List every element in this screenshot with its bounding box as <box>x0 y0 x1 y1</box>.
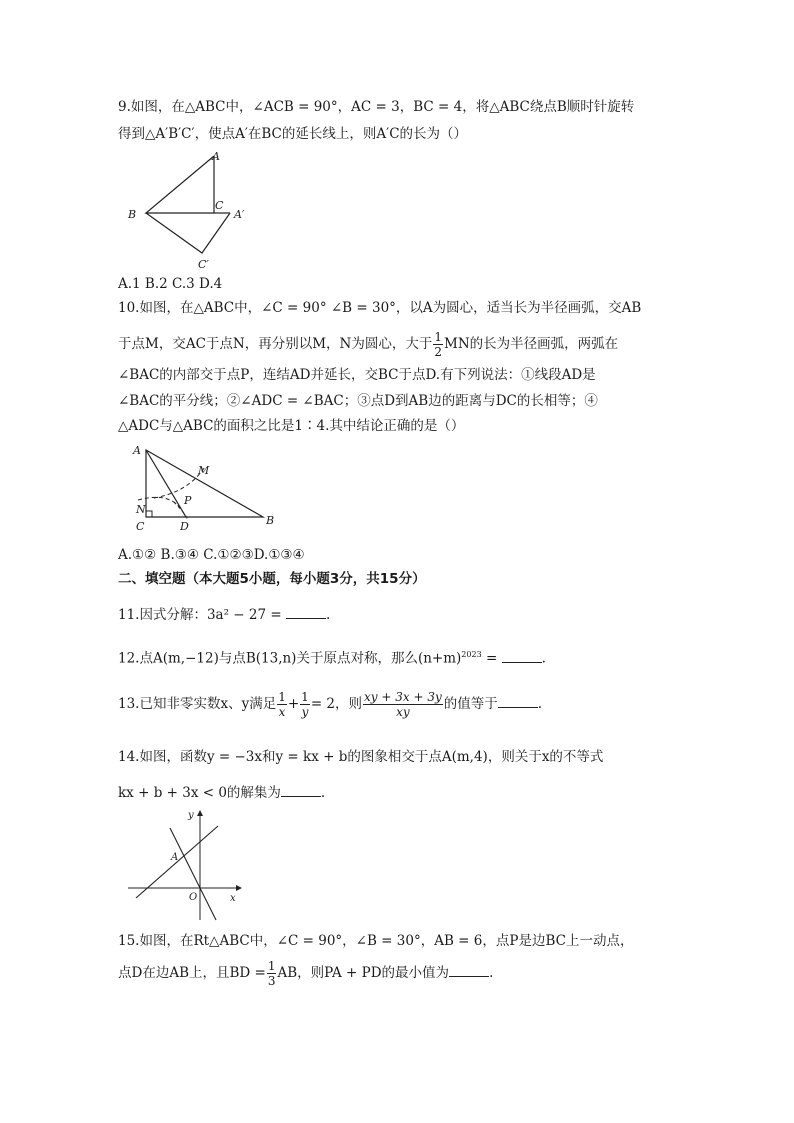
q12-answer-blank[interactable] <box>502 650 542 663</box>
q13-plus: + <box>287 696 300 712</box>
q13-end: . <box>537 696 543 712</box>
q15-end: . <box>489 965 494 981</box>
q9-label-c-prime: C′ <box>198 258 209 271</box>
q13-answer-blank[interactable] <box>498 695 538 708</box>
q9-figure <box>118 148 278 273</box>
q10-label-d: D <box>180 520 189 533</box>
q15-answer-blank[interactable] <box>449 964 489 977</box>
q10-options: A.①② B.③④ C.①②③D.①③④ <box>118 547 305 563</box>
q15-line-2 <box>118 956 493 990</box>
q14-label-y: y <box>188 810 194 821</box>
q10-bisector-ad <box>146 450 186 517</box>
q14-line-2 <box>118 784 325 802</box>
q10-line-4: ∠BAC的平分线；②∠ADC = ∠BAC；③点D到AB边的距离与DC的长相等；④ <box>118 393 598 409</box>
q15-line-2-part-a: 点D在边AB上，且BD = <box>118 965 266 981</box>
q12-exponent: 2023 <box>461 650 482 659</box>
q13 <box>118 684 542 724</box>
q10-figure <box>118 440 288 540</box>
q10-arc-m <box>154 468 204 498</box>
q14-line-neg3x <box>170 828 216 920</box>
q14-y-arrow <box>197 810 203 816</box>
q11-answer-blank[interactable] <box>286 606 326 619</box>
q14-end: . <box>320 785 326 801</box>
q11-end: . <box>326 607 331 623</box>
q10-label-p: P <box>184 494 192 507</box>
q10-label-a: A <box>133 444 141 457</box>
q13-post: 的值等于 <box>443 696 498 712</box>
q10-line-1: 10.如图，在△ABC中，∠C = 90° ∠B = 30°，以A为圆心，适当长为半径画弧，交AB <box>118 300 642 316</box>
q9-label-a: A <box>212 150 220 163</box>
q13-fraction-1: $\frac{1}{x}$ <box>278 690 286 719</box>
q14-label-a: A <box>171 852 179 863</box>
q15-fraction: $\frac{1}{3}$ <box>267 959 276 988</box>
q15-line-2-part-b: AB，则PA + PD的最小值为 <box>277 965 450 981</box>
q9-triangle-abc <box>146 156 214 213</box>
q9-options: A.1 B.2 C.3 D.4 <box>118 276 223 292</box>
q14-figure <box>118 808 253 928</box>
q9-triangle-rotated <box>146 213 230 253</box>
q11 <box>118 606 330 624</box>
section-2-heading: 二、填空题（本大题5小题，每小题3分，共15分） <box>118 571 426 587</box>
q10-label-m: M <box>198 464 210 477</box>
q10-line-5: △ADC与△ABC的面积之比是1∶4.其中结论正确的是（） <box>118 418 465 434</box>
q9-label-b: B <box>128 208 137 221</box>
q10-label-c: C <box>136 520 145 533</box>
q14-line-1: 14.如图，函数y = −3x和y = kx + b的图象相交于点A(m,4)，则关于x的不等式 <box>118 749 604 765</box>
q14-label-x: x <box>230 893 236 904</box>
q10-line-2-part-b: MN的长为半径画弧，两弧在 <box>444 336 619 352</box>
q10-right-angle-mark <box>146 511 152 517</box>
q10-fraction: $\frac{1}{2}$ <box>434 330 442 359</box>
q9-label-a-prime: A′ <box>234 208 245 221</box>
q9-line-2: 得到△A′B′C′，使点A′在BC的延长线上，则A′C的长为（） <box>118 126 468 142</box>
q10-line-2 <box>118 330 618 359</box>
q13-fraction-2: $\frac{1}{y}$ <box>301 690 309 719</box>
q10-label-n: N <box>136 503 146 516</box>
q12-end: . <box>541 650 546 667</box>
q10-line-3: ∠BAC的内部交于点P，连结AD并延长，交BC于点D.有下列说法：①线段AD是 <box>118 367 596 383</box>
q11-text: 11.因式分解：3a² − 27 = <box>118 607 282 623</box>
q10-triangle <box>146 450 263 517</box>
q9-line-1: 9.如图，在△ABC中，∠ACB = 90°，AC = 3，BC = 4，将△ABC绕点B顺时针旋转 <box>118 99 635 115</box>
q12-equals: = <box>481 650 498 667</box>
q12 <box>118 646 546 668</box>
q14-line-2-text: kx + b + 3x < 0的解集为 <box>118 785 281 801</box>
q13-mid: = 2，则 <box>310 696 363 712</box>
q14-x-arrow <box>236 885 242 891</box>
q13-pre: 13.已知非零实数x、y满足 <box>118 696 277 712</box>
q10-line-2-part-a: 于点M，交AC于点N，再分别以M，N为圆心，大于 <box>118 336 433 352</box>
q15-line-1: 15.如图，在Rt△ABC中，∠C = 90°，∠B = 30°，AB = 6，点P是边BC上一动点， <box>118 933 634 949</box>
q9-label-c: C <box>215 199 224 212</box>
q13-fraction-3: $\frac{xy + 3x + 3y}{xy}$ <box>364 690 442 719</box>
q12-text: 12.点A(m,−12)与点B(13,n)关于原点对称，那么(n+m) <box>118 650 462 667</box>
q14-answer-blank[interactable] <box>281 784 321 797</box>
q14-label-o: O <box>189 892 198 903</box>
q10-label-b: B <box>266 514 275 527</box>
